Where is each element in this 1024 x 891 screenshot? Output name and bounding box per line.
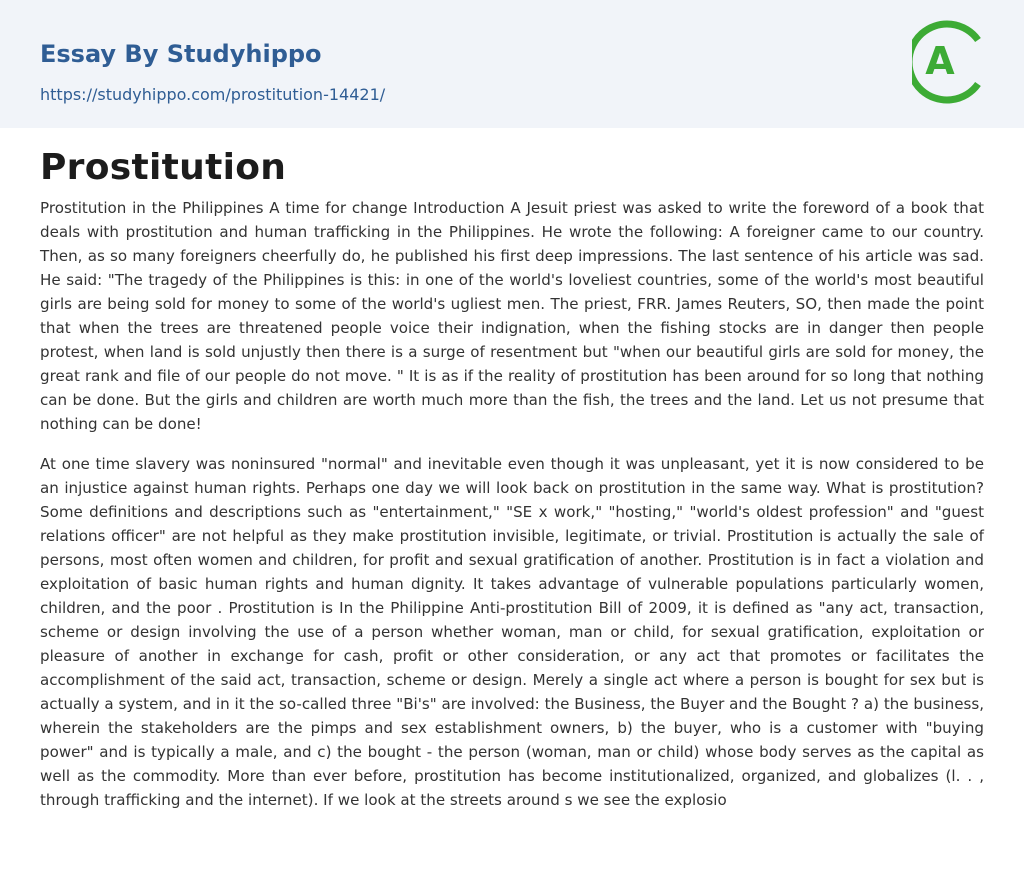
brand-title: Essay By Studyhippo: [40, 40, 322, 68]
page-title: Prostitution: [40, 147, 287, 188]
essay-paragraph-2: At one time slavery was noninsured "normal" and inevitable even though it was unpleasant, yet it is now considered to be an injustice against human rights. Perhaps one day we will look back on prostitution in the same way. What is prostitution? Some definitions and descriptions such as "entertainment," "SE x work," "hosting," "world's oldest profession" and "guest relations officer" are not helpful as they make prostitution invisible, legitimate, or trivial. Prostitution is actually the sale of persons, most often women and children, for profit and sexual gratification of another. Prostitution is in fact a violation and exploitation of basic human rights and human dignity. It takes advantage of vulnerable populations particularly women, children, and the poor . Prostitution is In the Philippine Anti-prostitution Bill of 2009, it is defined as "any act, transaction, scheme or design involving the use of a person whether woman, man or child, for sexual gratification, exploitation or pleasure of another in exchange for cash, profit or other consideration, or any act that promotes or facilitates the accomplishment of the said act, transaction, scheme or design. Merely a single act where a person is bought for sex but is actually a system, and in it the so-called three "Bi's" are involved: the Business, the Buyer and the Bought ? a) the business, wherein the stakeholders are the pimps and sex establishment owners, b) the buyer, who is a customer with "buying power" and is typically a male, and c) the bought - the person (woman, man or child) whose body serves as the capital as well as the commodity. More than ever before, prostitution has become institutionalized, organized, and globalizes (l. . , through trafficking and the internet). If we look at the streets around s we see the explosio: [40, 455, 984, 809]
essay-paragraph-1: Prostitution in the Philippines A time for change Introduction A Jesuit priest was asked to write the foreword of a book that deals with prostitution and human trafficking in the Philippines. He wrote the following: A foreigner came to our country. Then, as so many foreigners cheerfully do, he published his first deep impressions. The last sentence of his article was sad. He said: "The tragedy of the Philippines is this: in one of the world's loveliest countries, some of the world's most beautiful girls are being sold for money to some of the world's ugliest men. The priest, FRR. James Reuters, SO, then made the point that when the trees are threatened people voice their indignation, when the fishing stocks are in danger then people protest, when land is sold unjustly then there is a surge of resentment but "when our beautiful girls are sold for money, the great rank and file of our people do not move. " It is as if the reality of prostitution has been around for so long that nothing can be done. But the girls and children are worth much more than the fish, the trees and the land. Let us not presume that nothing can be done!: [40, 199, 984, 433]
studyhippo-logo-icon[interactable]: [912, 20, 986, 104]
logo-letter: A: [925, 39, 955, 83]
source-url-link[interactable]: https://studyhippo.com/prostitution-14421/: [40, 85, 386, 104]
site-header: [0, 0, 1024, 128]
essay-content: [40, 145, 984, 828]
